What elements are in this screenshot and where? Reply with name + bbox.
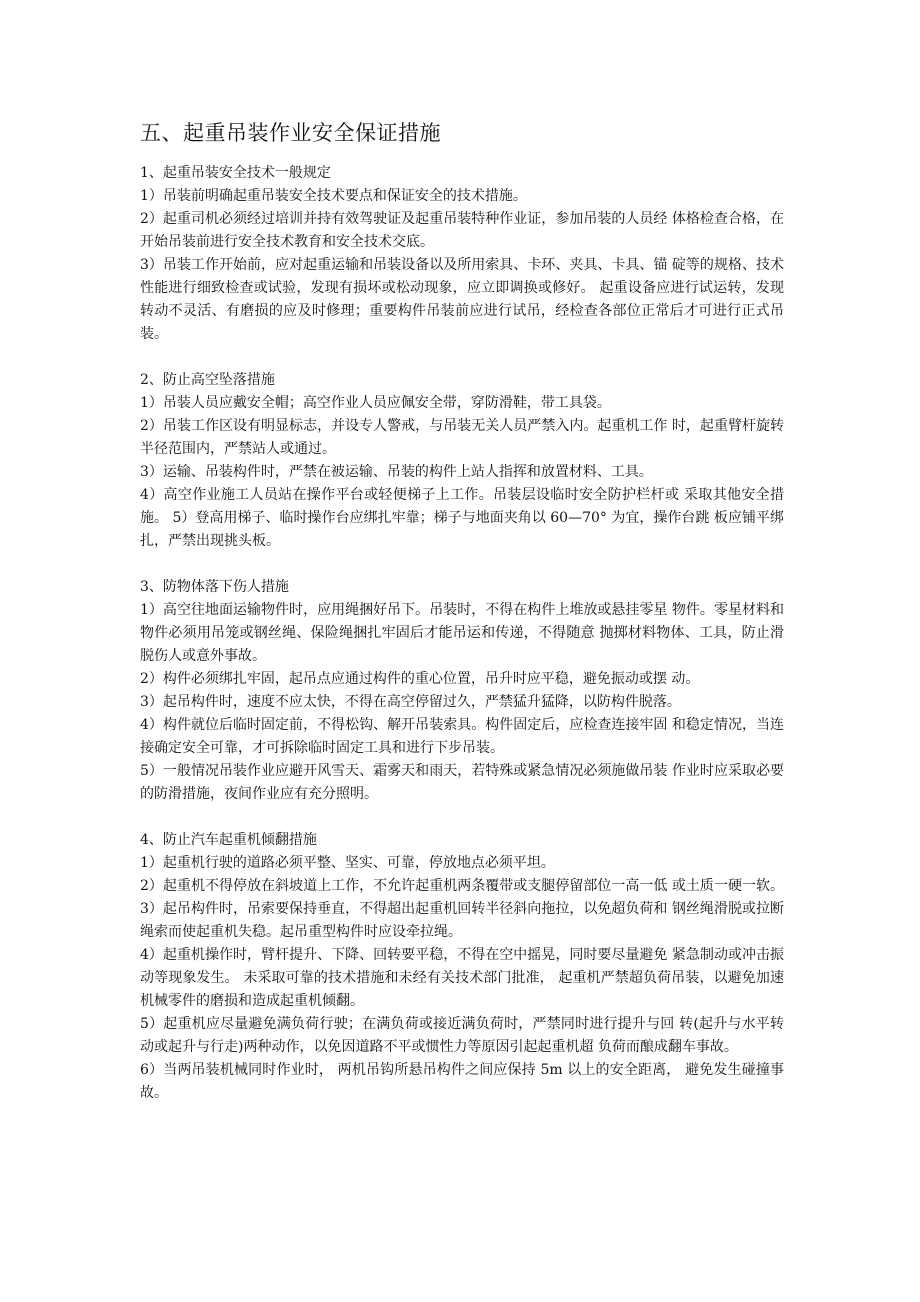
paragraph: 2）起重机不得停放在斜坡道上工作，不允许起重机两条覆带或支腿停留部位一高一低 或土质一硬一软。 3）起吊构件时，吊索要保持垂直，不得超出起重机回转半径斜向拖拉，以免超负荷和 钢丝绳滑脱或拉断绳索而使起重机失稳。起吊重型构件时应设牵拉绳。	[140, 878, 784, 940]
section-crane-overturn	[140, 829, 784, 1105]
paragraph: 4）高空作业施工人员站在操作平台或轻便梯子上工作。吊装层设临时安全防护栏杆或 采取其他安全措施。 5）登高用梯子、临时操作台应绑扎牢靠；梯子与地面夹角以 60—70° 为宜，操作台跳 板应铺平绑扎，严禁出现挑头板。	[140, 487, 784, 549]
section-general-rules	[140, 162, 784, 346]
section-heading: 1、起重吊装安全技术一般规定	[140, 165, 331, 181]
paragraph: 1）起重机行驶的道路必须平整、坚实、可靠，停放地点必须平坦。	[140, 855, 555, 871]
document-page	[140, 118, 784, 1128]
paragraph: 1）吊装前明确起重吊装安全技术要点和保证安全的技术措施。	[140, 188, 527, 204]
paragraph: 4）起重机操作时，臂杆提升、下降、回转要平稳，不得在空中摇晃，同时要尽量避免 紧急制动或冲击振动等现象发生。 未采取可靠的技术措施和未经有关技术部门批准， 起重机严禁超负荷吊装，以避免加速机械零件的磨损和造成起重机倾翻。	[140, 947, 784, 1009]
section-heading: 2、防止高空坠落措施	[140, 372, 275, 388]
paragraph: 1）吊装人员应戴安全帽；高空作业人员应佩安全带，穿防滑鞋，带工具袋。	[140, 395, 611, 411]
paragraph: 5）起重机应尽量避免满负荷行驶；在满负荷或接近满负荷时，严禁同时进行提升与回 转(起升与水平转动或起升与行走)两种动作，以免因道路不平或惯性力等原因引起起重机超 负荷而酿成翻车事故。	[140, 1016, 784, 1055]
paragraph: 2）吊装工作区设有明显标志，并设专人警戒，与吊装无关人员严禁入内。起重机工作 时，起重臂杆旋转半径范围内，严禁站人或通过。	[140, 418, 784, 457]
document-title: 五、起重吊装作业安全保证措施	[140, 121, 441, 145]
paragraph: 3）吊装工作开始前，应对起重运输和吊装设备以及所用索具、卡环、夹具、卡具、锚 碇等的规格、技术性能进行细致检查或试验，发现有损坏或松动现象，应立即调换或修好。 起重设备应进行试运转，发现转动不灵活、有磨损的应及时修理；重要构件吊装前应进行试吊，经检查各部位正常后才可进行正式吊装。	[140, 257, 784, 342]
paragraph: 5）一般情况吊装作业应避开风雪天、霜雾天和雨天，若特殊或紧急情况必须施做吊装 作业时应采取必要的防滑措施，夜间作业应有充分照明。	[140, 763, 784, 802]
section-heading: 4、防止汽车起重机倾翻措施	[140, 832, 317, 848]
section-fall-prevention	[140, 369, 784, 553]
paragraph: 6）当两吊装机械同时作业时， 两机吊钩所悬吊构件之间应保持 5m 以上的安全距离， 避免发生碰撞事故。	[140, 1062, 784, 1101]
paragraph: 3）运输、吊装构件时，严禁在被运输、吊装的构件上站人指挥和放置材料、工具。	[140, 464, 653, 480]
section-heading: 3、防物体落下伤人措施	[140, 579, 289, 595]
paragraph: 4）构件就位后临时固定前，不得松钩、解开吊装索具。构件固定后，应检查连接牢固 和稳定情况，当连接确定安全可靠，才可拆除临时固定工具和进行下步吊装。	[140, 717, 784, 756]
paragraph: 3）起吊构件时，速度不应太快，不得在高空停留过久，严禁猛升猛降，以防构件脱落。	[140, 694, 681, 710]
paragraph: 1）高空往地面运输物件时，应用绳捆好吊下。吊装时，不得在构件上堆放或悬挂零星 物件。零星材料和物件必须用吊笼或钢丝绳、保险绳捆扎牢固后才能吊运和传递，不得随意 抛掷材料物体、工具，防止滑脱伤人或意外事故。	[140, 602, 784, 664]
paragraph: 2）起重司机必须经过培训并持有效驾驶证及起重吊装特种作业证，参加吊装的人员经 体格检查合格，在开始吊装前进行安全技术教育和安全技术交底。	[140, 211, 784, 250]
section-falling-objects	[140, 576, 784, 806]
paragraph: 2）构件必须绑扎牢固，起吊点应通过构件的重心位置，吊升时应平稳，避免振动或摆 动。	[140, 671, 700, 687]
